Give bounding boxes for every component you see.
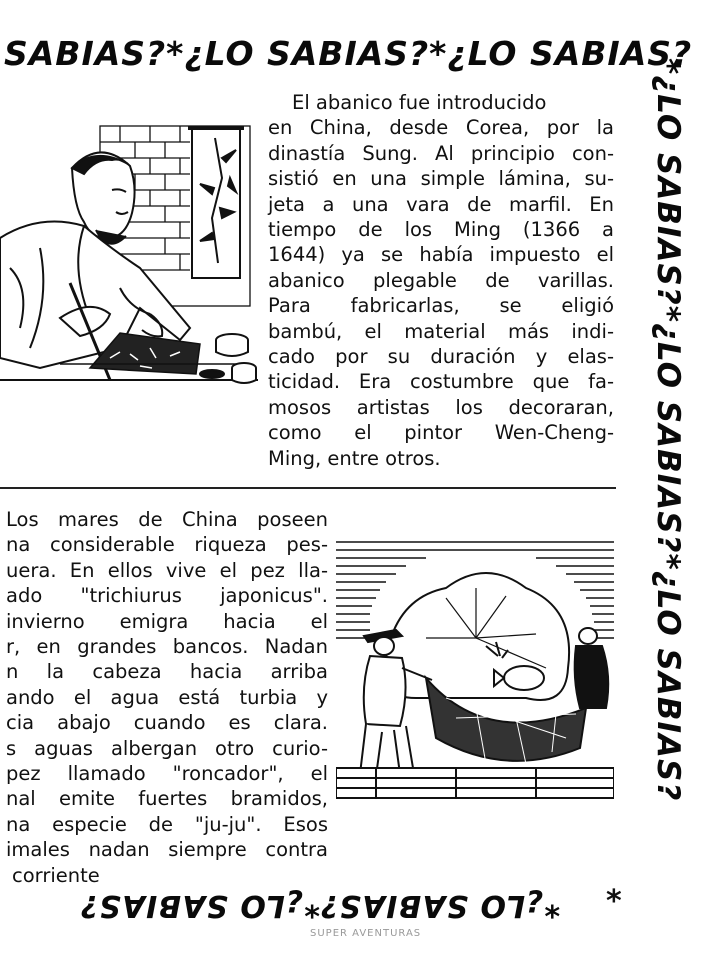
article2-line: corriente bbox=[12, 863, 100, 887]
article1-line: jeta a una vara de marfil. En bbox=[268, 192, 614, 216]
article2-line: cia abajo cuando es clara. bbox=[6, 711, 328, 735]
article1-line: en China, desde Corea, por la bbox=[268, 116, 614, 140]
article1-line: bambú, el material más indi- bbox=[268, 319, 614, 343]
article1-line: mosos artistas los decoraran, bbox=[268, 395, 614, 419]
article1-line: El abanico fue introducido bbox=[292, 91, 547, 114]
article1-line: Para fabricarlas, se eligió bbox=[268, 294, 614, 318]
border-banner-bottom: *¿LO SABIAS?*¿LO SABIAS? bbox=[79, 888, 561, 923]
article2-line: ando el agua está turbia y bbox=[6, 685, 328, 709]
article2-line: na especie de "ju-ju". Esos bbox=[6, 812, 328, 836]
article2-line: r, en grandes bancos. Nadan bbox=[6, 635, 328, 659]
article2-line: nal emite fuertes bramidos, bbox=[6, 787, 328, 811]
article-fan-history bbox=[268, 90, 614, 471]
article2-line: pez llamado "roncador", el bbox=[6, 762, 328, 786]
article2-line: ado "trichiurus japonicus". bbox=[6, 584, 328, 608]
fan-painter-illustration bbox=[0, 118, 258, 400]
article2-line: Los mares de China poseen bbox=[6, 508, 328, 531]
article2-line: n la cabeza hacia arriba bbox=[6, 660, 328, 684]
article1-line: abanico plegable de varillas. bbox=[268, 268, 614, 292]
footer-imprint: SUPER AVENTURAS bbox=[310, 928, 422, 939]
article1-line: ticidad. Era costumbre que fa- bbox=[268, 370, 614, 394]
border-star: * bbox=[606, 884, 622, 919]
article1-line: como el pintor Wen-Cheng- bbox=[268, 421, 614, 445]
article1-line: tiempo de los Ming (1366 a bbox=[268, 218, 614, 242]
article1-line: sistió en una simple lámina, su- bbox=[268, 167, 614, 191]
section-divider bbox=[0, 487, 616, 489]
article1-line: dinastía Sung. Al principio con- bbox=[268, 141, 614, 165]
article2-line: na considerable riqueza pes- bbox=[6, 533, 328, 557]
article2-line: imales nadan siempre contra bbox=[6, 838, 328, 862]
border-banner-right: *¿LO SABIAS?*¿LO SABIAS?*¿LO SABIAS? bbox=[650, 58, 686, 802]
article1-line: Ming, entre otros. bbox=[268, 446, 441, 470]
article2-line: invierno emigra hacia el bbox=[6, 609, 328, 633]
article-china-seas bbox=[6, 507, 328, 888]
article1-line: 1644) ya se había impuesto el bbox=[268, 243, 614, 267]
article2-line: uera. En ellos vive el pez lla- bbox=[6, 558, 328, 582]
article1-line: cado por su duración y elas- bbox=[268, 345, 614, 369]
article2-line: s aguas albergan otro curio- bbox=[6, 736, 328, 760]
border-banner-top: SABIAS?*¿LO SABIAS?*¿LO SABIAS? bbox=[4, 34, 693, 73]
fishing-net-illustration bbox=[336, 538, 614, 810]
